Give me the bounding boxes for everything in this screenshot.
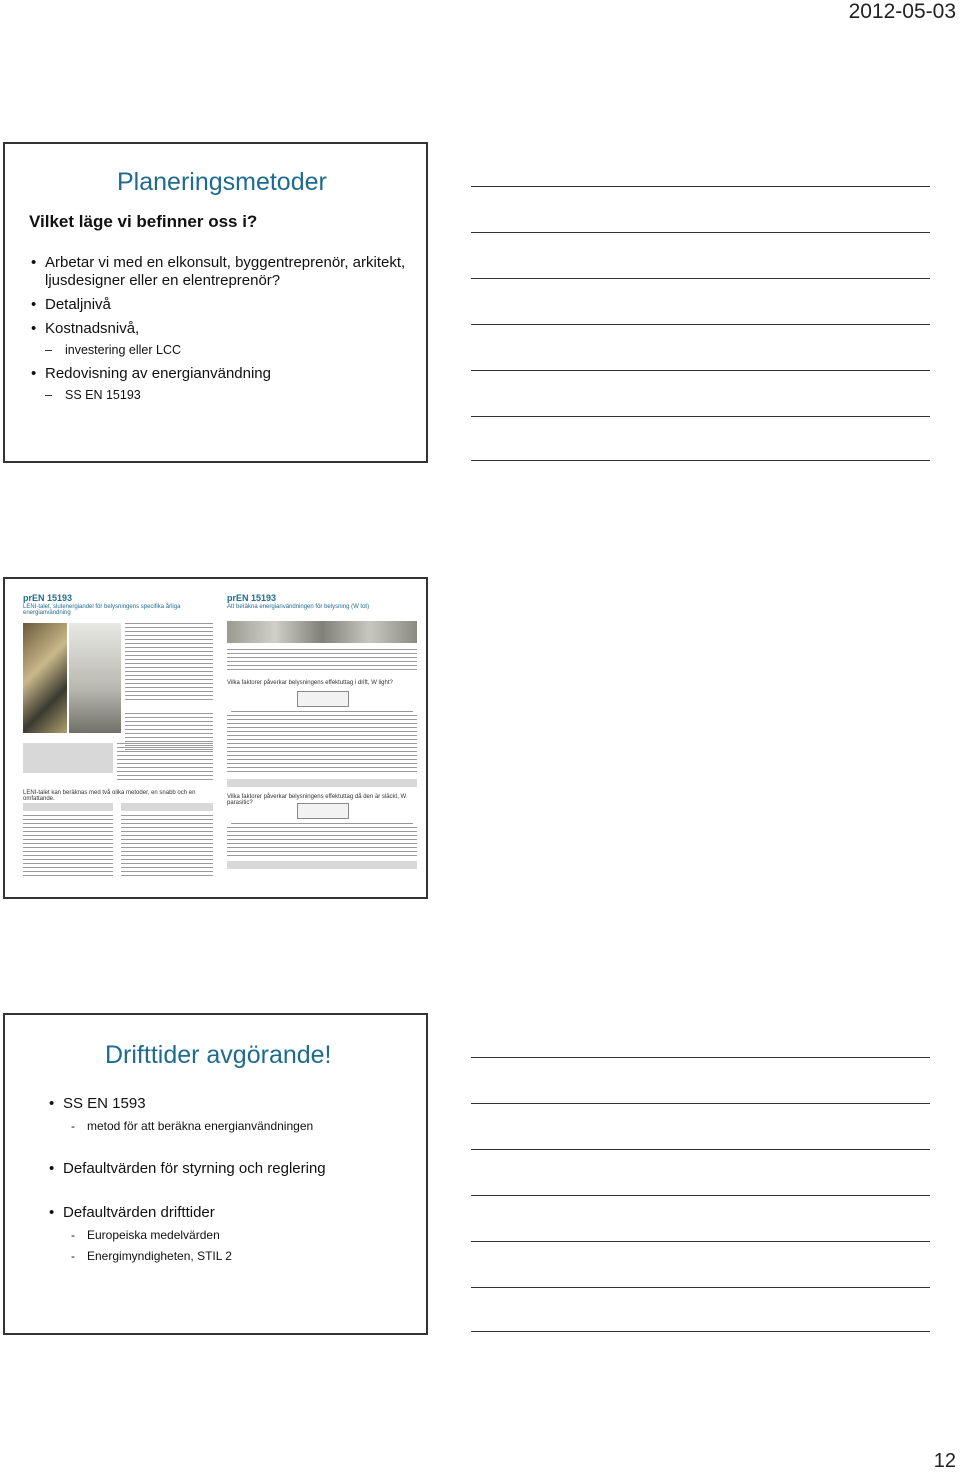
slide-title: Drifttider avgörande! [105, 1041, 332, 1069]
bullet-list [47, 1095, 416, 1268]
document-date: 2012-05-03 [848, 0, 956, 23]
left-page-subtitle: LENI-talet, slutenergiandel för belysningens specifika årliga energianvändning [23, 604, 181, 616]
text-block [227, 715, 417, 775]
bullet-item: • Defaultvärden för styrning och reglering [47, 1160, 416, 1178]
bullet-item: • SS EN 1593 [47, 1095, 416, 1113]
sub-bullet-item: - Energimyndigheten, STIL 2 [47, 1247, 416, 1265]
text-block [227, 649, 417, 673]
page-number: 12 [933, 1450, 956, 1472]
sub-bullet-item: - Europeiska medelvärden [47, 1226, 416, 1244]
left-page-thumbnail [23, 593, 213, 888]
right-page-subtitle: Att beräkna energianvändningen för belysning (W tot) [227, 604, 370, 610]
bullet-item: • Arbetar vi med en elkonsult, byggentreprenör, arkitekt, ljusdesigner eller en elentreprenör? [29, 254, 416, 290]
sub-bullet-item: - metod för att beräkna energianvändningen [47, 1117, 416, 1135]
right-page-title: prEN 15193 [227, 593, 277, 603]
slide-title: Planeringsmetoder [117, 168, 327, 196]
sub-bullet-item: – investering eller LCC [29, 341, 416, 359]
text-block [121, 815, 213, 877]
formula-box [227, 779, 417, 787]
notes-lines-1 [471, 186, 930, 466]
left-heading: LENI-talet kan beräknas med två olika metoder, en snabb och en omfattande. [23, 790, 196, 802]
slide-1 [3, 142, 428, 463]
text-block [117, 743, 213, 783]
slide-2 [3, 577, 428, 899]
bullet-item: • Detaljnivå [29, 296, 416, 314]
right-heading-1: Vilka faktorer påverkar belysningens effektuttag i drift, W light? [227, 680, 393, 686]
bullet-item: • Kostnadsnivå, [29, 320, 416, 338]
bullet-item: • Redovisning av energianvändning [29, 365, 416, 383]
formula-box [23, 743, 113, 773]
office-photo [69, 623, 121, 733]
diagram-box [297, 803, 349, 819]
notes-lines-3 [471, 1057, 930, 1337]
slide-subhead: Vilket läge vi befinner oss i? [29, 212, 258, 231]
column-header [121, 803, 213, 811]
left-page-title: prEN 15193 [23, 593, 73, 603]
sub-bullet-item: – SS EN 15193 [29, 386, 416, 404]
building-photo [23, 623, 67, 733]
bullet-item: • Defaultvärden drifttider [47, 1204, 416, 1222]
formula-box [227, 861, 417, 869]
diagram-box [297, 691, 349, 707]
text-block [23, 815, 113, 877]
column-header [23, 803, 113, 811]
right-heading-2: Vilka faktorer påverkar belysningens effektuttag då den är släckt, W parasitic? [227, 794, 407, 806]
diagram-connector [231, 823, 413, 824]
interior-photo-strip [227, 621, 417, 643]
right-page-thumbnail [227, 593, 417, 888]
bullet-list [29, 254, 416, 410]
diagram-connector [231, 711, 413, 712]
slide-3 [3, 1013, 428, 1335]
text-block [227, 827, 417, 857]
text-block [125, 623, 213, 703]
